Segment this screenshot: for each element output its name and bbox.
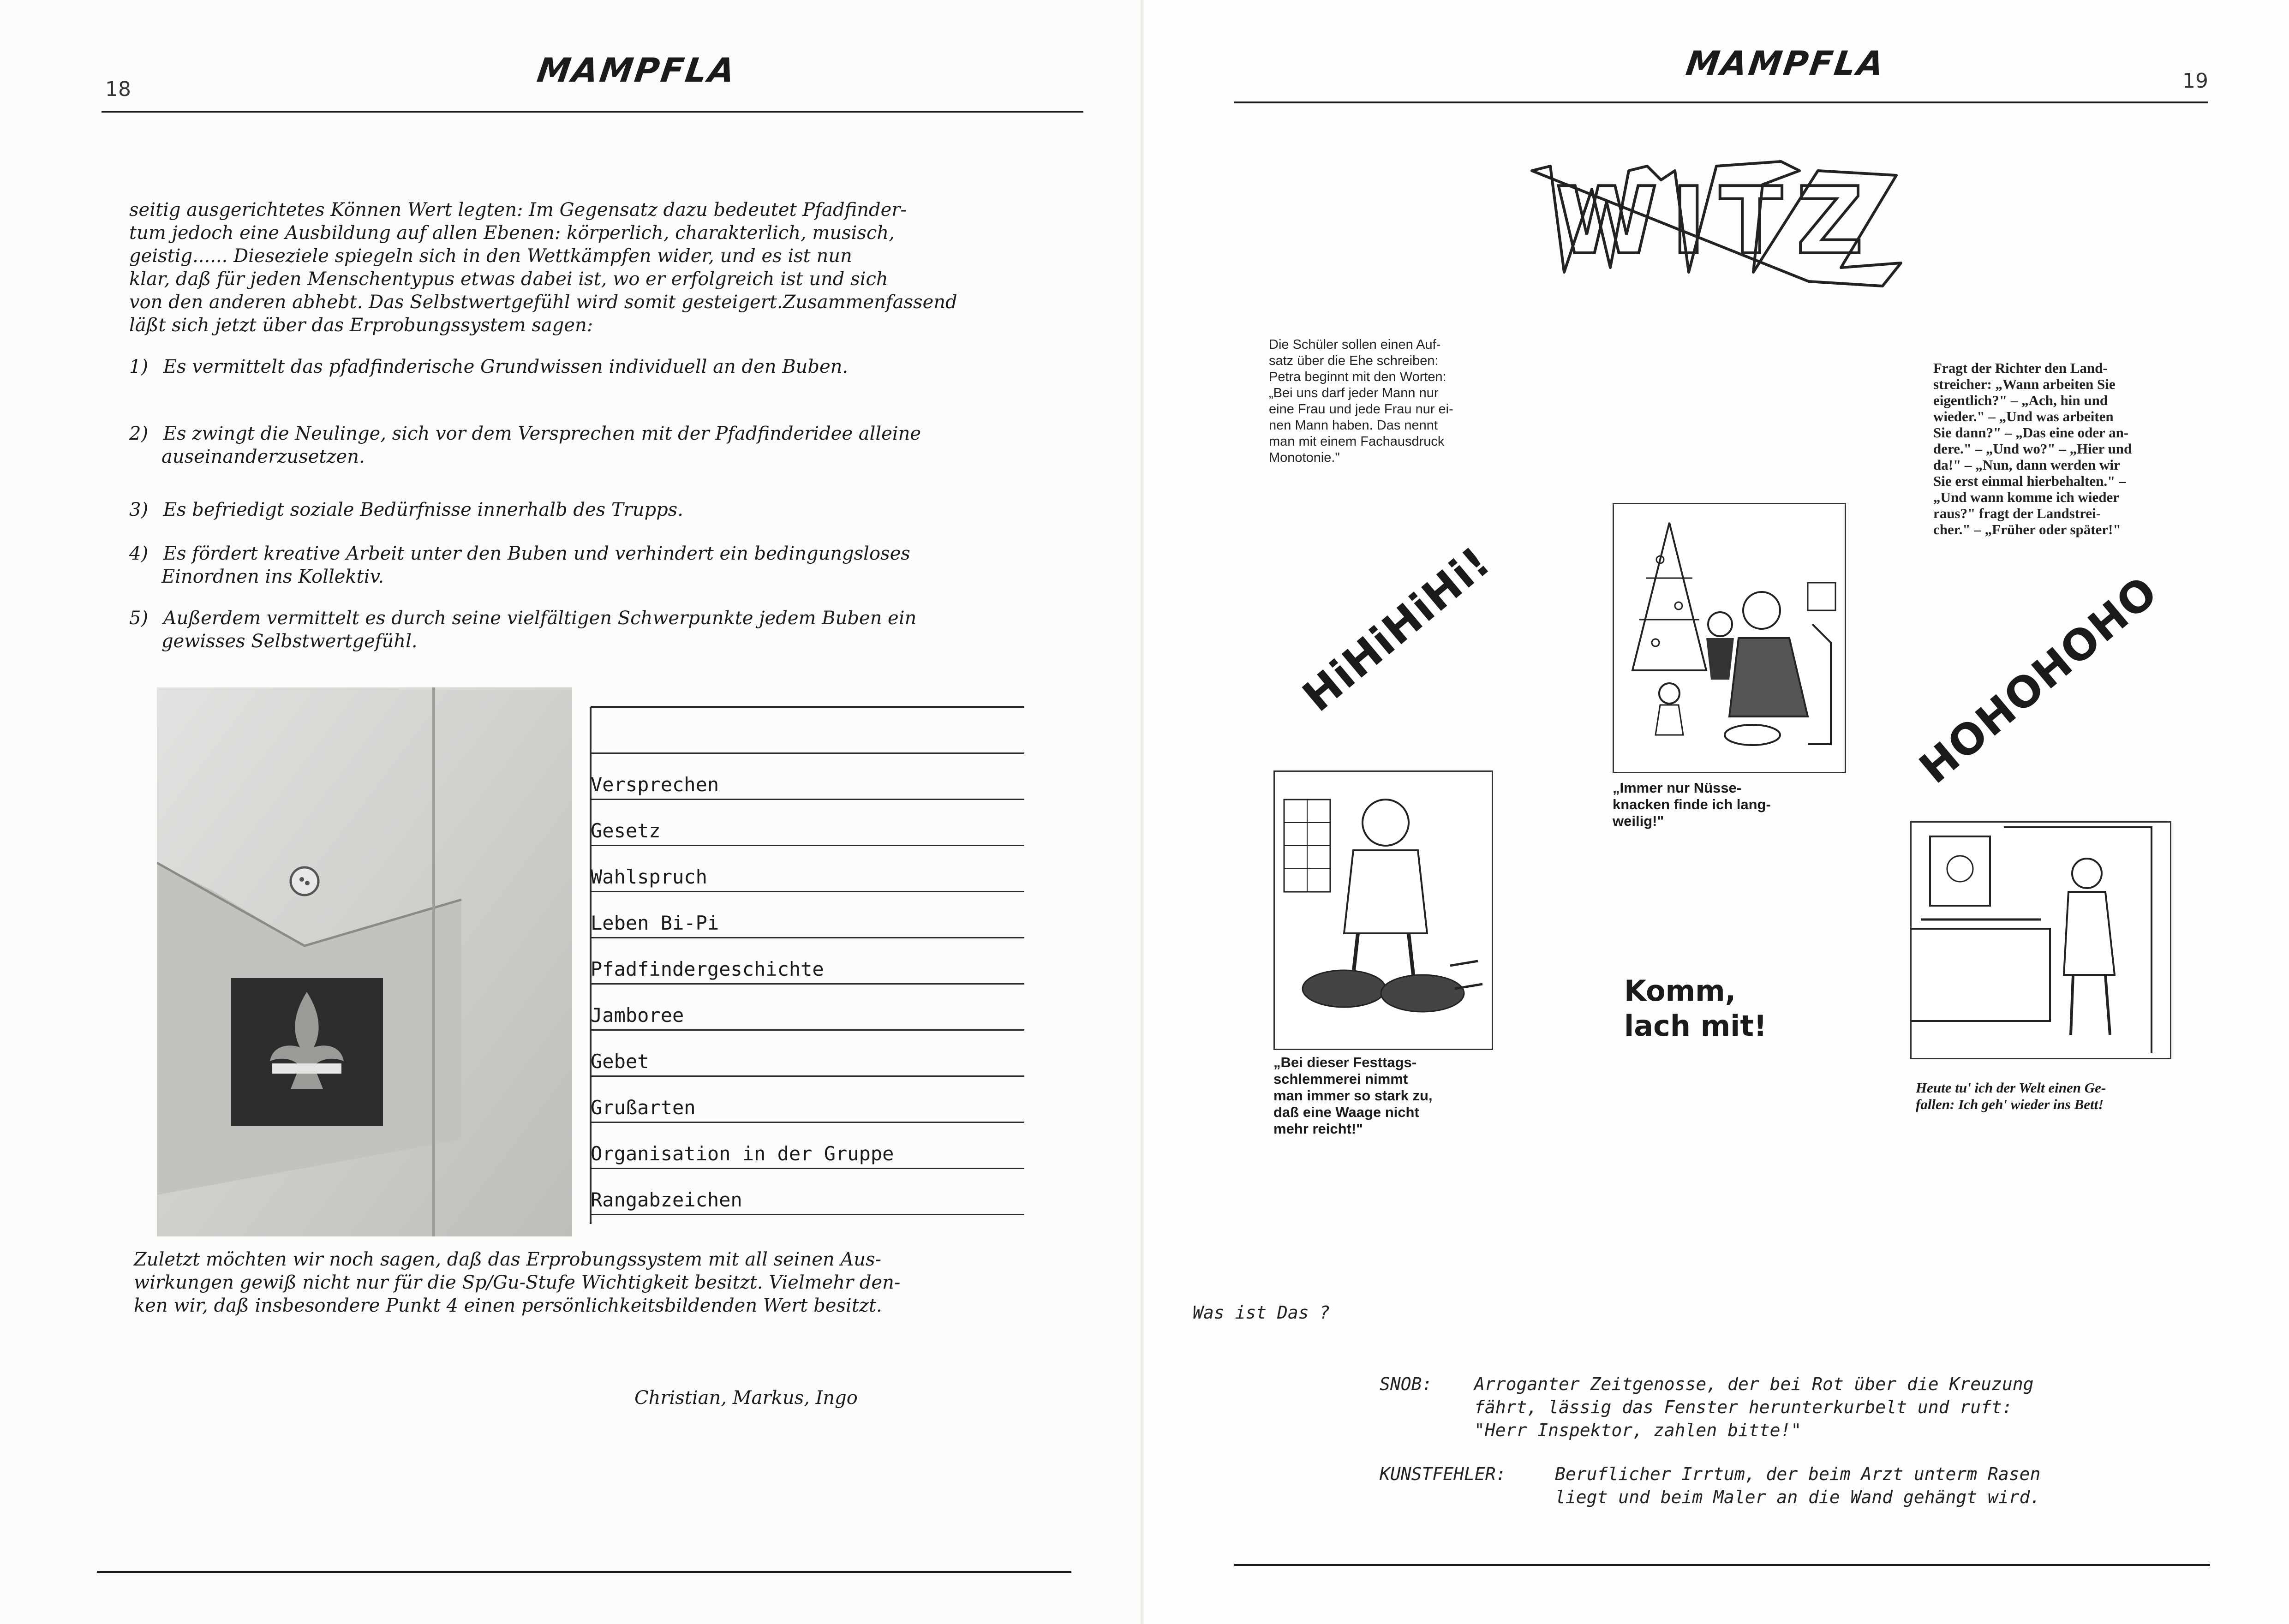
joke-line: eigentlich?" – „Ach, hin und	[1933, 392, 2108, 408]
mirror-man-icon	[1912, 823, 2170, 1058]
joke-line: nen Mann haben. Das nennt	[1269, 418, 1438, 433]
checklist-row	[591, 708, 1024, 754]
intro-line: seitig ausgerichtetes Können Wert legten: Im Gegensatz dazu bedeutet Pfadfinder-	[129, 199, 907, 221]
scout-shirt-photo	[157, 687, 572, 1236]
point-5	[129, 607, 916, 653]
def-term-snob: SNOB:	[1380, 1374, 1433, 1394]
checklist-label: Grußarten	[591, 1096, 696, 1119]
intro-line: läßt sich jetzt über das Erprobungssystem sagen:	[129, 315, 593, 336]
point-3	[129, 498, 683, 521]
point-text: Außerdem vermittelt es durch seine vielfältigen Schwerpunkte jedem Buben ein	[163, 608, 917, 629]
point-2	[129, 422, 921, 468]
page-number-left: 18	[105, 78, 131, 101]
checklist-row	[591, 846, 1024, 892]
joke-line: „Und wann komme ich wieder	[1933, 489, 2120, 505]
intro-line: tum jedoch eine Ausbildung auf allen Ebenen: körperlich, charakterlich, musisch,	[129, 222, 895, 244]
joke-line: „Bei uns darf jeder Mann nur	[1269, 386, 1439, 400]
def-term-kunstfehler: KUNSTFEHLER:	[1380, 1464, 1506, 1484]
point-number: 2)	[129, 423, 149, 444]
checklist-label: Versprechen	[591, 773, 719, 796]
checklist-label: Rangabzeichen	[591, 1188, 742, 1211]
checklist-row	[591, 985, 1024, 1031]
christmas-tree-icon	[1614, 504, 1845, 772]
caption-line: schlemmerei nimmt	[1273, 1071, 1408, 1087]
caption-line: „Bei dieser Festtags-	[1273, 1054, 1417, 1070]
komm-lach-mit	[1624, 973, 1767, 1044]
joke-line: Sie dann?" – „Das eine oder an-	[1933, 424, 2129, 441]
caption-line: mehr reicht!"	[1273, 1121, 1363, 1137]
closing-line: Zuletzt möchten wir noch sagen, daß das Erprobungssystem mit all seinen Aus-	[134, 1249, 882, 1270]
header-rule-left	[102, 111, 1083, 113]
checklist-label: Gesetz	[591, 819, 661, 842]
komm-line: lach mit!	[1624, 1009, 1767, 1043]
checklist-label: Gebet	[591, 1050, 649, 1073]
intro-line: von den anderen abhebt. Das Selbstwertgefühl wird somit gesteigert.Zusammenfassend	[129, 292, 957, 313]
closing-line: wirkungen gewiß nicht nur für die Sp/Gu-Stufe Wichtigkeit besitzt. Vielmehr den-	[134, 1272, 901, 1293]
def-text-snob	[1474, 1373, 2034, 1442]
def-line: Beruflicher Irrtum, der beim Arzt unterm Rasen	[1555, 1464, 2041, 1484]
checklist-row	[591, 1031, 1024, 1077]
witz-title	[1523, 152, 1906, 291]
checklist-row	[591, 892, 1024, 938]
point-text: Es fördert kreative Arbeit unter den Buben und verhindert ein bedingungsloses	[163, 543, 910, 564]
signature: Christian, Markus, Ingo	[634, 1387, 858, 1409]
caption-line: knacken finde ich lang-	[1613, 796, 1771, 812]
cartoon-scales	[1273, 770, 1493, 1050]
caption-nutcracker	[1613, 780, 1771, 830]
intro-paragraph	[129, 198, 957, 337]
bathroom-scale-icon	[1275, 772, 1492, 1049]
scout-shirt-icon	[157, 687, 572, 1236]
caption-line: weilig!"	[1613, 813, 1664, 829]
header-rule-right	[1234, 102, 2208, 103]
def-line: Arroganter Zeitgenosse, der bei Rot über die Kreuzung	[1474, 1374, 2034, 1394]
joke-line: Sie erst einmal hierbehalten." –	[1933, 473, 2126, 489]
caption-bathroom	[1916, 1080, 2106, 1113]
point-text: auseinanderzusetzen.	[161, 446, 365, 467]
joke-vagrant	[1933, 360, 2132, 537]
point-number: 5)	[129, 608, 149, 629]
caption-line: Heute tu' ich der Welt einen Ge-	[1916, 1080, 2106, 1096]
joke-line: Monotonie."	[1269, 450, 1340, 465]
caption-line: man immer so stark zu,	[1273, 1087, 1433, 1104]
caption-line: daß eine Waage nicht	[1273, 1104, 1419, 1120]
checklist-label: Jamboree	[591, 1004, 684, 1027]
masthead-right: MAMPFLA	[1684, 44, 1888, 83]
checklist-label: Wahlspruch	[591, 866, 707, 888]
joke-line: Die Schüler sollen einen Auf-	[1269, 337, 1441, 352]
caption-line: „Immer nur Nüsse-	[1613, 780, 1742, 796]
point-text: Es vermittelt das pfadfinderische Grundwissen individuell an den Buben.	[163, 356, 849, 377]
checklist-label: Leben Bi-Pi	[591, 912, 719, 934]
joke-line: eine Frau und jede Frau nur ei-	[1269, 402, 1453, 417]
caption-scales	[1273, 1054, 1433, 1137]
joke-line: Petra beginnt mit den Worten:	[1269, 370, 1446, 384]
checklist-row	[591, 800, 1024, 846]
checklist-row	[591, 754, 1024, 800]
caption-line: fallen: Ich geh' wieder ins Bett!	[1916, 1096, 2104, 1112]
point-text: gewisses Selbstwertgefühl.	[161, 631, 418, 652]
question-heading: Was ist Das ?	[1193, 1302, 1330, 1323]
point-text: Einordnen ins Kollektiv.	[161, 566, 384, 587]
point-4	[129, 542, 910, 588]
masthead-left: MAMPFLA	[535, 51, 739, 90]
joke-line: streicher: „Wann arbeiten Sie	[1933, 376, 2116, 392]
checklist-label: Pfadfindergeschichte	[591, 958, 824, 980]
def-text-kunstfehler	[1555, 1463, 2040, 1509]
joke-line: Fragt der Richter den Land-	[1933, 360, 2108, 376]
joke-marriage	[1269, 337, 1453, 466]
footer-rule-right	[1234, 1564, 2210, 1566]
point-number: 3)	[129, 499, 149, 520]
closing-line: ken wir, daß insbesondere Punkt 4 einen persönlichkeitsbildenden Wert besitzt.	[134, 1295, 882, 1316]
joke-line: satz über die Ehe schreiben:	[1269, 353, 1439, 368]
point-1	[129, 355, 848, 378]
hoho-text: HOHOHOHO	[1910, 566, 2167, 794]
cartoon-nutcracker	[1613, 503, 1846, 773]
joke-line: dere." – „Und wo?" – „Hier und	[1933, 441, 2132, 457]
checklist-label: Organisation in der Gruppe	[591, 1142, 894, 1165]
def-line: "Herr Inspektor, zahlen bitte!"	[1474, 1420, 1802, 1440]
joke-line: da!" – „Nun, dann werden wir	[1933, 457, 2120, 473]
right-page	[1144, 0, 2289, 1624]
point-text: Es zwingt die Neulinge, sich vor dem Versprechen mit der Pfadfinderidee alleine	[163, 423, 921, 444]
left-page	[0, 0, 1144, 1624]
joke-line: raus?" fragt der Landstrei-	[1933, 505, 2101, 521]
intro-line: klar, daß für jeden Menschentypus etwas dabei ist, wo er erfolgreich ist und sich	[129, 269, 888, 290]
point-number: 1)	[129, 356, 149, 377]
checklist-row	[591, 938, 1024, 985]
checklist-row	[591, 1123, 1024, 1169]
closing-paragraph	[134, 1248, 900, 1317]
komm-line: Komm,	[1624, 974, 1736, 1008]
intro-line: geistig...... Dieseziele spiegeln sich in den Wettkämpfen wider, und es ist nun	[129, 245, 852, 267]
def-line: liegt und beim Maler an die Wand gehängt wird.	[1555, 1487, 2041, 1507]
footer-rule-left	[97, 1571, 1071, 1573]
point-text: Es befriedigt soziale Bedürfnisse innerhalb des Trupps.	[163, 499, 683, 520]
checklist-row	[591, 1169, 1024, 1215]
joke-line: wieder." – „Und was arbeiten	[1933, 408, 2114, 424]
checklist-row	[591, 1077, 1024, 1123]
point-number: 4)	[129, 543, 149, 564]
cartoon-bathroom	[1910, 821, 2171, 1059]
hihi-text: HiHiHiHi!	[1293, 537, 1500, 722]
def-line: fährt, lässig das Fenster herunterkurbelt und ruft:	[1474, 1397, 2013, 1417]
joke-line: man mit einem Fachausdruck	[1269, 434, 1445, 449]
witz-text: WITZ	[1555, 167, 1877, 275]
page-number-right: 19	[2182, 69, 2208, 93]
joke-line: cher." – „Früher oder später!"	[1933, 521, 2121, 537]
